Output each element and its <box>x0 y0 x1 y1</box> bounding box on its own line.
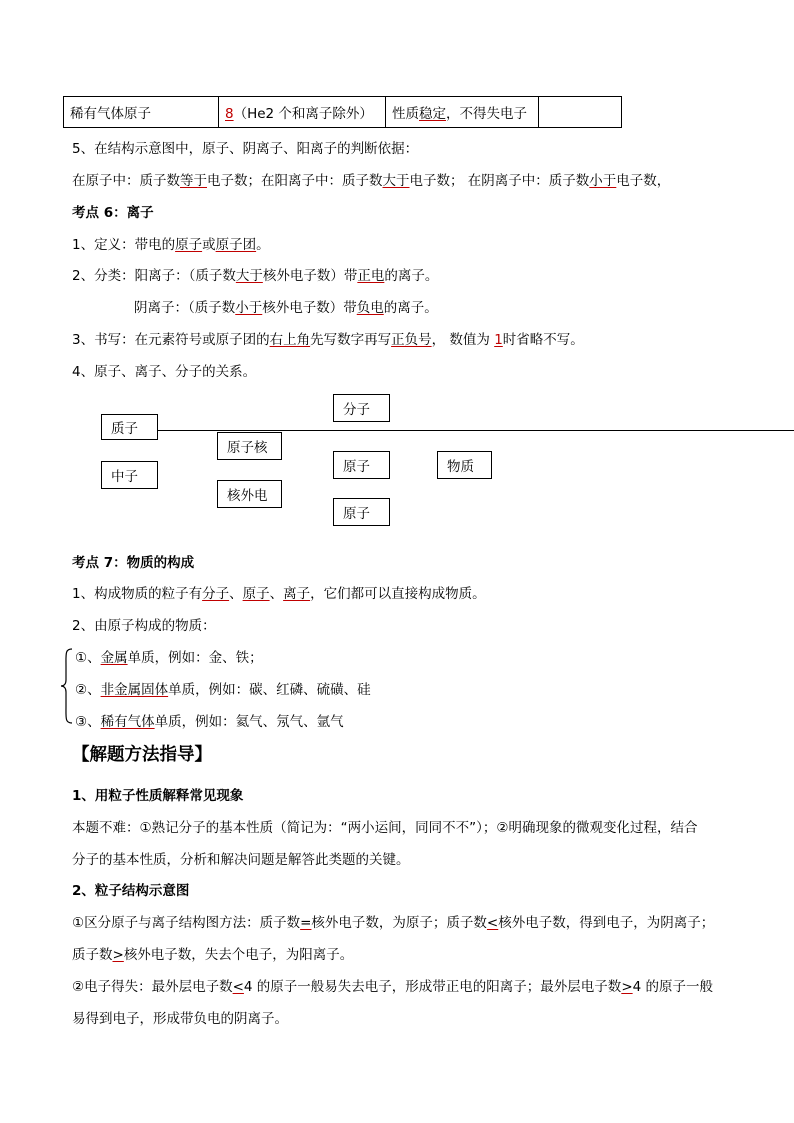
summary-table <box>63 96 622 128</box>
diagram-box-electrons: 核外电 <box>217 480 282 508</box>
kd7-title: 考点 7：物质的构成 <box>72 555 195 571</box>
guide-s1-title: 1、用粒子性质解释常见现象 <box>72 788 244 804</box>
guide-s2-line1: ①区分原子与离子结构图方法：质子数=核外电子数，为原子；质子数<核外电子数，得到电子，为阴离子； <box>72 915 715 931</box>
table-cell-electrons: 8（He2 个和离子除外） <box>219 97 386 128</box>
diagram-box-nucleus: 原子核 <box>217 432 282 460</box>
guide-s1-line1: 本题不难：①熟记分子的基本性质（简记为：“两小运间，同同不不”）；②明确现象的微观变化过程，结合 <box>72 820 698 836</box>
guide-s2-line4: 易得到电子，形成带负电的阴离子。 <box>72 1011 288 1027</box>
table-row <box>64 97 622 128</box>
table-cell-property: 性质稳定，不得失电子 <box>386 97 539 128</box>
guide-heading: 【解题方法指导】 <box>72 745 212 765</box>
kd6-classification-anion: 阴离子：（质子数小于核外电子数）带负电的离子。 <box>134 300 438 316</box>
diagram-box-proton: 质子 <box>101 414 158 440</box>
diagram-box-molecule: 分子 <box>333 394 390 422</box>
kd7-line1: 1、构成物质的粒子有分子、原子、离子，它们都可以直接构成物质。 <box>72 586 486 602</box>
guide-s2-title: 2、粒子结构示意图 <box>72 883 190 899</box>
diagram-box-atom: 原子 <box>333 451 390 479</box>
table-cell-particle: 稀有气体原子 <box>64 97 219 128</box>
table-cell-empty <box>539 97 622 128</box>
diagram-line <box>157 430 794 431</box>
kd7-item3: ③、稀有气体单质，例如：氦气、氖气、氩气 <box>75 714 344 730</box>
kd6-classification-cation: 2、分类：阳离子：（质子数大于核外电子数）带正电的离子。 <box>72 268 439 284</box>
p5-line1: 5、在结构示意图中，原子、阴离子、阳离子的判断依据： <box>72 141 419 157</box>
kd7-item2: ②、非金属固体单质，例如：碳、红磷、硫磺、硅 <box>75 682 371 698</box>
brace-icon <box>60 648 74 724</box>
guide-s1-line2: 分子的基本性质，分析和解决问题是解答此类题的关键。 <box>72 852 410 868</box>
kd6-title: 考点 6：离子 <box>72 205 154 221</box>
diagram-box-atom-2: 原子 <box>333 498 390 526</box>
kd7-line2: 2、由原子构成的物质： <box>72 618 216 634</box>
guide-s2-line3: ②电子得失：最外层电子数<4 的原子一般易失去电子，形成带正电的阳离子；最外层电子数>4 的原子一般 <box>72 979 714 995</box>
kd6-relation: 4、原子、离子、分子的关系。 <box>72 364 257 380</box>
kd7-item1: ①、金属单质，例如：金、铁； <box>75 650 263 666</box>
kd6-definition: 1、定义：带电的原子或原子团。 <box>72 237 270 253</box>
kd6-writing: 3、书写：在元素符号或原子团的右上角先写数字再写正负号， 数值为 1时省略不写。 <box>72 332 584 348</box>
p5-line2: 在原子中：质子数等于电子数；在阳离子中：质子数大于电子数； 在阴离子中：质子数小于电子数， <box>72 173 671 189</box>
guide-s2-line2: 质子数>核外电子数，失去个电子，为阳离子。 <box>72 947 354 963</box>
diagram-box-matter: 物质 <box>437 451 492 479</box>
diagram-box-neutron: 中子 <box>101 461 158 489</box>
